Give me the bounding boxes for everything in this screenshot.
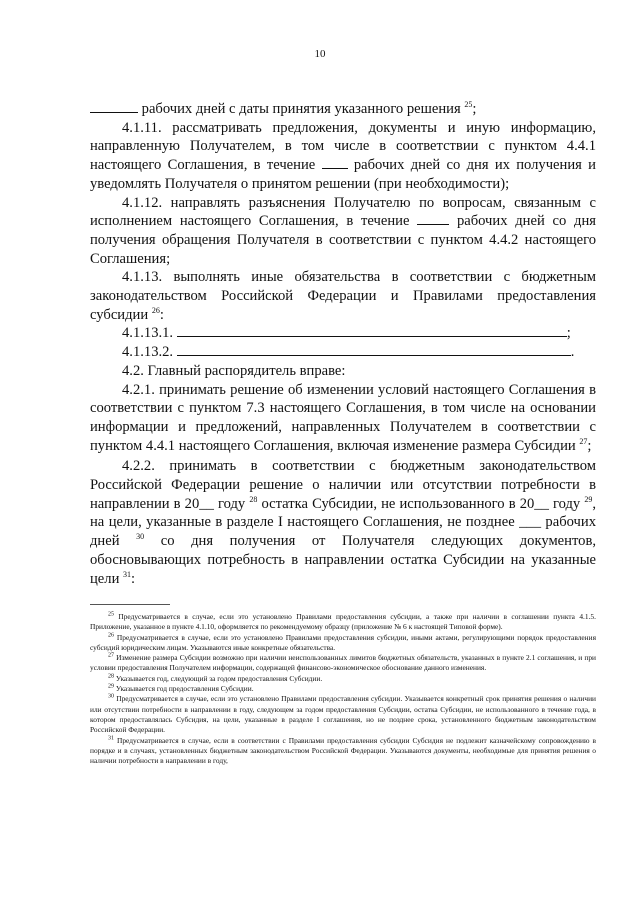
footnote-number: 26 <box>108 632 114 639</box>
paragraph-4-1-13-2 <box>90 343 596 362</box>
paragraph-text: 4.2.1. принимать решение об изменении условий настоящего Соглашения в соответствии с пунктом 7.3 настоящего Соглашения, в том числе на основании информации и предложений, направленных Получателем в соответствии с пунктом 4.4.1 настоящего Соглашения, включая изменение размера Субсидии <box>90 381 596 454</box>
footnote-number: 27 <box>108 652 114 659</box>
footnote-ref: 28 <box>249 494 258 504</box>
footnote-ref: 25 <box>464 100 473 110</box>
page-number: 10 <box>314 48 326 60</box>
paragraph-continuation <box>90 100 596 119</box>
footnote-ref: 26 <box>151 305 160 315</box>
paragraph-text: 4.1.11. рассматривать предложения, документы и иную информацию, направленную Получателем, в том числе в соответствии с пунктом 4.4.1 настоящего Соглашения, в течение <box>90 119 596 174</box>
paragraph-4-2-1 <box>90 381 596 456</box>
footnote <box>90 612 596 633</box>
paragraph-4-2 <box>90 362 596 381</box>
paragraph-4-1-13 <box>90 268 596 324</box>
punctuation: : <box>131 570 136 587</box>
paragraph-text: рабочих дней с даты принятия указанного решения <box>141 101 461 117</box>
footnote-text: Изменение размера Субсидии возможно при наличии неиспользованных лимитов бюджетных обязательств, указанных в пункте 2.1 соглашения, и при условии предоставления Получателем информации, содержащей финансово-экономическое обоснование данного изменения. <box>90 653 596 673</box>
punctuation: ; <box>566 325 571 342</box>
footnote-number: 30 <box>108 693 114 700</box>
main-text <box>90 100 596 588</box>
footnote <box>90 633 596 654</box>
footnote-text: Предусматривается в случае, если это установлено Правилами предоставления субсидии, иными актами, регулирующими порядок предоставления субсидий юридическим лицам. Указываются иные конкретные обязательства. <box>90 632 596 652</box>
paragraph-text: остатка Субсидии, не использованного в 20__ году <box>261 495 581 512</box>
paragraph-4-1-11 <box>90 119 596 194</box>
blank-line <box>177 343 571 356</box>
footnote <box>90 684 596 694</box>
blank-line <box>322 156 348 169</box>
footnote-text: Указывается год предоставления Субсидии. <box>115 684 254 694</box>
punctuation: . <box>570 344 575 361</box>
paragraph-4-2-2 <box>90 457 596 588</box>
footnote-ref: 29 <box>584 494 593 504</box>
paragraph-4-1-12 <box>90 194 596 269</box>
paragraph-text: 4.1.13.2. <box>122 344 174 361</box>
footnote-ref: 27 <box>579 436 588 446</box>
paragraph-text: 4.1.12. направлять разъяснения Получателю по вопросам, связанным с исполнением настоящего Соглашения, в течение <box>90 194 596 230</box>
blank-line <box>90 100 138 113</box>
footnote-text: Предусматривается в случае, если это установлено Правилами предоставления субсидии, а также при наличии в соглашении пункта 4.1.5. Приложение, указанное в пункте 4.1.10, оформляется по рекомендуемому образцу (приложение № 6 к настоящей Типовой форме). <box>90 612 596 632</box>
paragraph-text: 4.2. Главный распорядитель вправе: <box>122 362 346 379</box>
footnote-separator <box>90 604 170 605</box>
footnote-number: 31 <box>108 735 114 742</box>
footnote-ref: 31 <box>123 569 132 579</box>
paragraph-text: 4.1.13.1. <box>122 325 174 342</box>
footnote <box>90 653 596 674</box>
footnote-text: Указывается год, следующий за годом предоставления Субсидии. <box>115 673 323 683</box>
blank-line <box>417 212 449 225</box>
footnote <box>90 694 596 735</box>
paragraph-text: рабочих дней со дня их получения и уведомлять Получателя о принятом решении (при необходимости); <box>90 157 596 192</box>
footnote-text: Предусматривается в случае, если в соответствии с Правилами предоставления субсидии Субсидия не подлежит казначейскому сопровождению в порядке и в случаях, установленных бюджетным законодательством Российской Федерации. Указываются документы, необходимые для принятия решения о наличии потребности в направлении в году, <box>90 735 596 766</box>
paragraph-text: со дня получения от Получателя следующих документов, обосновывающих потребность в направлении остатка Субсидии на указанные цели <box>90 533 596 587</box>
punctuation: ; <box>472 101 477 117</box>
punctuation: ; <box>587 437 592 454</box>
footnote-number: 29 <box>108 683 114 690</box>
footnote <box>90 674 596 684</box>
footnote-number: 25 <box>108 611 114 618</box>
footnote-text: Предусматривается в случае, если это установлено Правилами предоставления субсидии. Указывается конкретный срок принятия решения о наличии или отсутствии потребности в направлении в году, следующем за годом предоставления Субсидии, остатка Субсидии, не использованного в течение года, в котором предоставлялась Субсидия, на цели, указанные в разделе I соглашения, но не позднее срока, установленного бюджетным законодательством Российской Федерации. <box>90 694 596 735</box>
paragraph-4-1-13-1 <box>90 324 596 343</box>
punctuation: : <box>159 306 164 323</box>
paragraph-text: 4.1.13. выполнять иные обязательства в соответствии с бюджетным законодательством Российской Федерации и Правилами предоставления субсидии <box>90 269 596 323</box>
footnote-ref: 30 <box>136 532 145 542</box>
paragraph-text: 4.2.2. принимать в соответствии с бюджетным законодательством Российской Федерации решение о наличии или отсутствии потребности в направлении в 20__ году <box>90 458 596 512</box>
footnotes <box>90 612 596 766</box>
footnote-number: 28 <box>108 673 114 680</box>
paragraph-text: , на цели, указанные в разделе I настоящего Соглашения, не позднее ___ рабочих дней <box>90 495 597 550</box>
footnote <box>90 736 596 767</box>
paragraph-text: рабочих дней со дня получения обращения Получателя в соответствии с пунктом 4.4.2 настоящего Соглашения; <box>90 213 596 267</box>
blank-line <box>177 324 567 337</box>
